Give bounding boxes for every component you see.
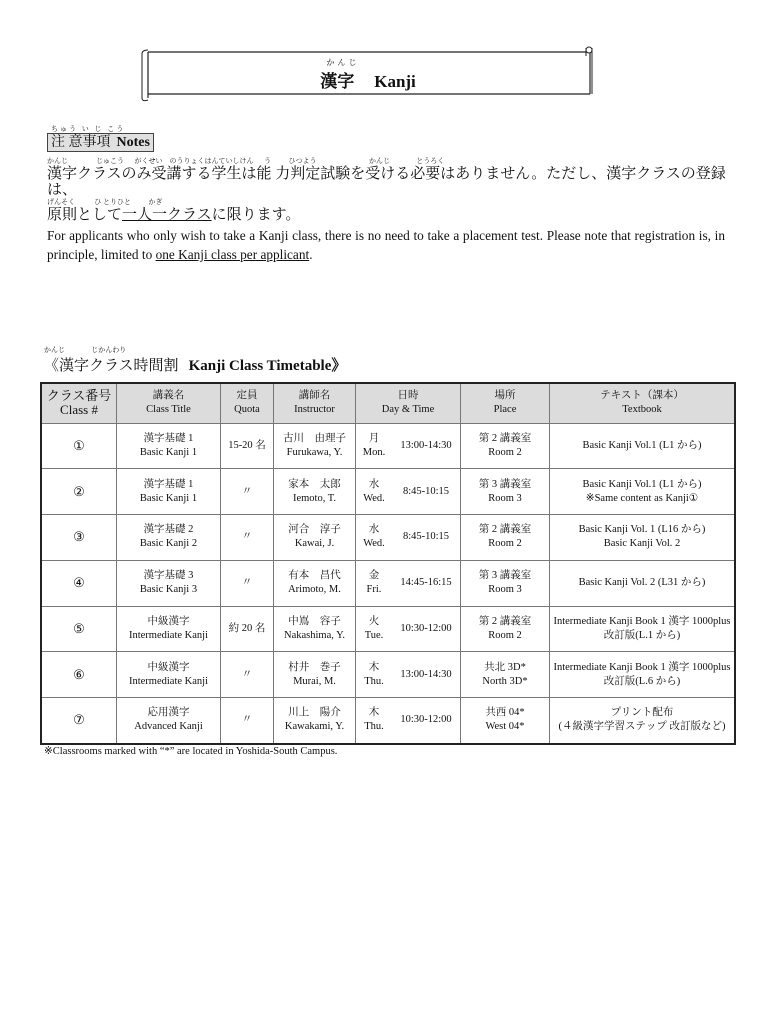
textbook: Intermediate Kanji Book 1 漢字 1000plus 改訂版(L.1 から): [550, 606, 736, 652]
table-row: [41, 698, 735, 744]
textbook: Intermediate Kanji Book 1 漢字 1000plus 改訂版(L.6 から): [550, 652, 736, 698]
instructor: 中嶌 容子 Nakashima, Y.: [274, 606, 356, 652]
class-title: 応用漢字 Advanced Kanji: [117, 698, 221, 744]
place: 共西 04* West 04*: [461, 698, 550, 744]
day: 木 Thu.: [356, 652, 393, 698]
ruby-line-1: かんじ じゅこう がくせい のうりょくはんていしけん う ひつよう かんじ とうろく: [47, 157, 445, 165]
jp-line-2-a: 原則として: [47, 207, 123, 223]
header-place: 場所 Place: [461, 383, 550, 423]
class-num: ⑥: [41, 652, 117, 698]
instructor: 古川 由理子 Furukawa, Y.: [274, 423, 356, 469]
place: 第 2 講義室 Room 2: [461, 606, 550, 652]
quota: 〃: [221, 515, 274, 561]
class-title: 中級漢字 Intermediate Kanji: [117, 606, 221, 652]
time: 13:00-14:30: [392, 423, 461, 469]
class-title: 漢字基礎 3 Basic Kanji 3: [117, 560, 221, 606]
notes-heading: [47, 125, 154, 152]
quota: 〃: [221, 652, 274, 698]
notes-label-jp: 注 意事項: [51, 135, 111, 150]
table-footnote: ※Classrooms marked with “*” are located in Yoshida-South Campus.: [44, 746, 338, 757]
instructor: 有本 昌代 Arimoto, M.: [274, 560, 356, 606]
header-class-num: クラス番号 Class #: [41, 383, 117, 423]
header-class-title: 講義名 Class Title: [117, 383, 221, 423]
instructor: 河合 淳子 Kawai, J.: [274, 515, 356, 561]
textbook: Basic Kanji Vol. 2 (L31 から): [550, 560, 736, 606]
place: 第 2 講義室 Room 2: [461, 423, 550, 469]
notes-ruby: ちゅう い じ こう: [51, 125, 126, 133]
place: 第 2 講義室 Room 2: [461, 515, 550, 561]
instructor: 家本 太郎 Iemoto, T.: [274, 469, 356, 515]
timetable-title-en: Kanji Class Timetable》: [188, 358, 347, 374]
textbook: プリント配布 (４級漢字学習ステップ 改訂版など): [550, 698, 736, 744]
class-title: 漢字基礎 2 Basic Kanji 2: [117, 515, 221, 561]
textbook: Basic Kanji Vol.1 (L1 から): [550, 423, 736, 469]
ruby-line-2: げんそく ひ とりひと かぎ: [47, 198, 163, 206]
jp-line-2-c: に限ります。: [211, 207, 301, 223]
jp-line-2: [47, 207, 727, 223]
table-row: [41, 652, 735, 698]
header-instructor: 講師名 Instructor: [274, 383, 356, 423]
day: 月 Mon.: [356, 423, 393, 469]
table-row: [41, 423, 735, 469]
jp-line-1: 漢字クラスのみ受講する学生は能 力判定試験を受ける必要はありません。ただし、漢字クラスの登録は、: [47, 166, 726, 198]
en-text-c: .: [309, 247, 313, 262]
time: 8:45-10:15: [392, 469, 461, 515]
time: 14:45-16:15: [392, 560, 461, 606]
timetable-ruby: かんじ じかんわり: [44, 346, 127, 354]
title-ruby: かんじ: [326, 58, 360, 67]
textbook: Basic Kanji Vol. 1 (L16 から) Basic Kanji Vol. 2: [550, 515, 736, 561]
table-row: [41, 560, 735, 606]
timetable-table: [40, 382, 736, 745]
day: 木 Thu.: [356, 698, 393, 744]
notes-jp-paragraph: [47, 157, 727, 223]
table-row: [41, 515, 735, 561]
class-title: 中級漢字 Intermediate Kanji: [117, 652, 221, 698]
page-title-en: Kanji: [374, 72, 416, 91]
quota: 〃: [221, 560, 274, 606]
class-num: ②: [41, 469, 117, 515]
quota: 約 20 名: [221, 606, 274, 652]
page-title-jp: 漢字: [320, 72, 355, 91]
en-text-a: For applicants who only wish to take a Kanji class, there is no need to take a placement test. Please note that registration is, in principle, limited to: [47, 228, 725, 262]
place: 第 3 講義室 Room 3: [461, 560, 550, 606]
timetable-heading: [44, 346, 346, 375]
textbook: Basic Kanji Vol.1 (L1 から) ※Same content as Kanji①: [550, 469, 736, 515]
quota: 15-20 名: [221, 423, 274, 469]
instructor: 川上 陽介 Kawakami, Y.: [274, 698, 356, 744]
day: 水 Wed.: [356, 515, 393, 561]
class-num: ⑦: [41, 698, 117, 744]
header-textbook: テキスト（課本） Textbook: [550, 383, 736, 423]
table-row: [41, 469, 735, 515]
notes-en-paragraph: [47, 226, 725, 264]
class-num: ⑤: [41, 606, 117, 652]
time: 13:00-14:30: [392, 652, 461, 698]
quota: 〃: [221, 469, 274, 515]
class-num: ③: [41, 515, 117, 561]
quota: 〃: [221, 698, 274, 744]
time: 8:45-10:15: [392, 515, 461, 561]
header-quota: 定員 Quota: [221, 383, 274, 423]
table-row: [41, 606, 735, 652]
notes-label-en: Notes: [116, 135, 150, 150]
instructor: 村井 巻子 Murai, M.: [274, 652, 356, 698]
day: 火 Tue.: [356, 606, 393, 652]
timetable-title-jp: 《漢字クラス時間割: [44, 358, 179, 374]
notes-label: [47, 133, 154, 152]
class-num: ①: [41, 423, 117, 469]
class-title: 漢字基礎 1 Basic Kanji 1: [117, 469, 221, 515]
en-text-underlined: one Kanji class per applicant: [155, 247, 310, 262]
time: 10:30-12:00: [392, 698, 461, 744]
place: 共北 3D* North 3D*: [461, 652, 550, 698]
class-title: 漢字基礎 1 Basic Kanji 1: [117, 423, 221, 469]
time: 10:30-12:00: [392, 606, 461, 652]
jp-line-2-underlined: 一人一クラス: [122, 207, 212, 223]
day: 水 Wed.: [356, 469, 393, 515]
header-day-time: 日時 Day & Time: [356, 383, 461, 423]
place: 第 3 講義室 Room 3: [461, 469, 550, 515]
title-banner: [140, 46, 596, 102]
day: 金 Fri.: [356, 560, 393, 606]
class-num: ④: [41, 560, 117, 606]
table-header-row: [41, 383, 735, 423]
